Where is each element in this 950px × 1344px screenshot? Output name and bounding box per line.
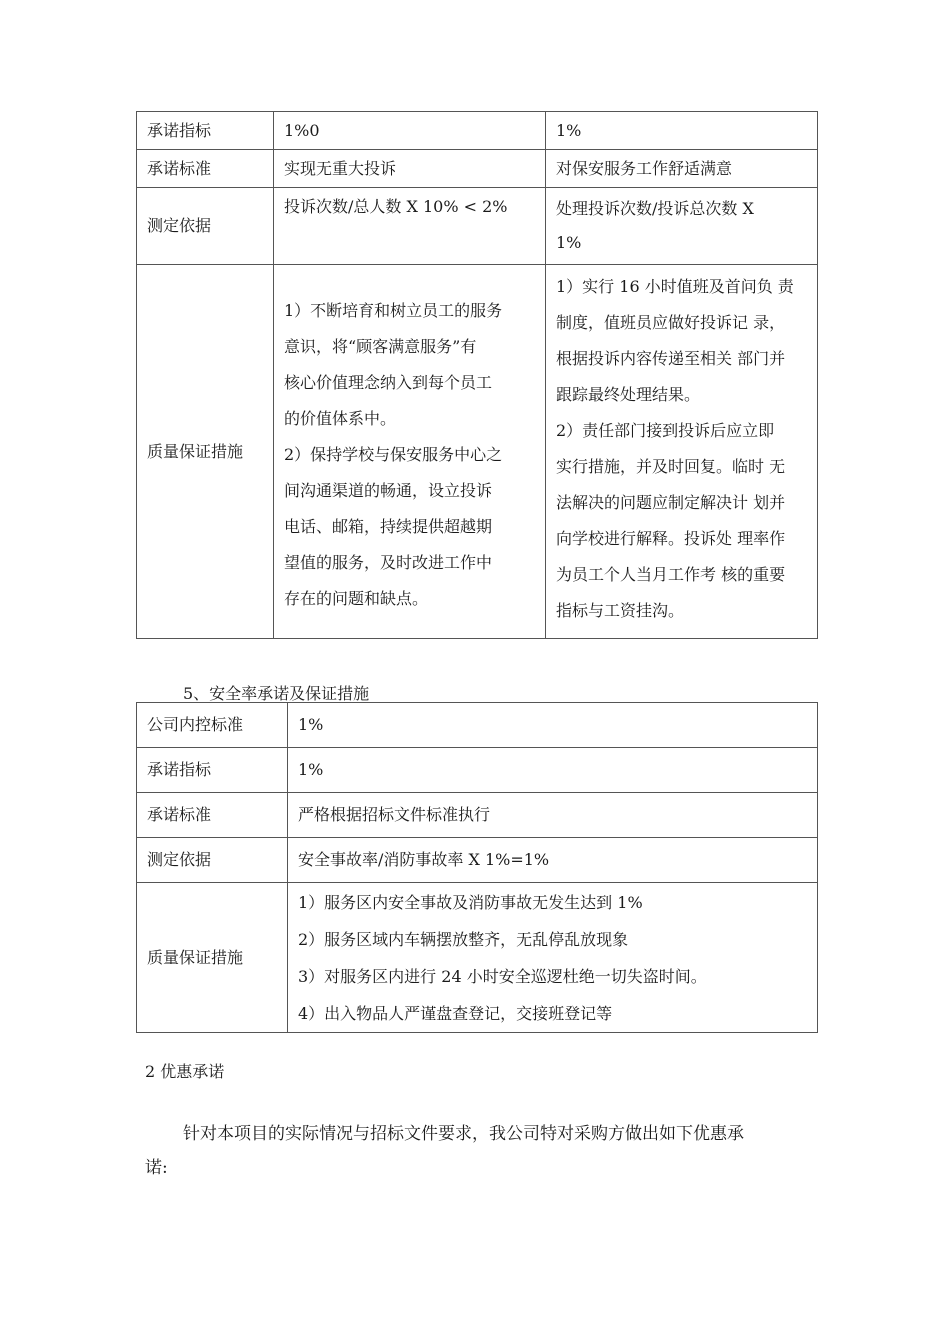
row-label: 质量保证措施 (137, 883, 288, 1033)
cell-value: 1% (546, 112, 818, 150)
safety-rate-table (136, 702, 818, 1033)
cell-line: 跟踪最终处理结果。 (556, 385, 701, 404)
cell-line: 实行措施，并及时回复。临时 无 (556, 457, 786, 476)
cell-line: 存在的问题和缺点。 (284, 589, 429, 608)
section-heading: 2 优惠承诺 (145, 1062, 225, 1081)
cell-value: 安全事故率/消防事故率 X 1%=1% (288, 838, 818, 883)
cell-line: 处理投诉次数/投诉总次数 X (556, 199, 754, 218)
cell-line: 3）对服务区内进行 24 小时安全巡逻杜绝一切失盗时间。 (298, 966, 707, 986)
cell-line: 制度，值班员应做好投诉记 录， (556, 313, 786, 332)
quality-measures (288, 883, 818, 1033)
row-label: 测定依据 (137, 838, 288, 883)
cell-line: 1）不断培育和树立员工的服务 (284, 301, 503, 320)
row-label: 承诺指标 (137, 112, 274, 150)
cell-value: 1%0 (274, 112, 546, 150)
cell-line: 核心价值理念纳入到每个员工 (284, 373, 493, 392)
cell-line: 电话、邮箱，持续提供超越期 (284, 517, 493, 536)
cell-line: 的价值体系中。 (284, 409, 397, 428)
row-label: 承诺标准 (137, 793, 288, 838)
cell-line: 根据投诉内容传递至相关 部门并 (556, 349, 786, 368)
table-row (137, 112, 818, 150)
quality-measures-col2 (546, 265, 818, 639)
table-row (137, 748, 818, 793)
customer-satisfaction-table (136, 111, 818, 639)
row-label: 公司内控标准 (137, 703, 288, 748)
row-label: 测定依据 (137, 188, 274, 265)
table-row (137, 703, 818, 748)
paragraph-line: 诺: (145, 1158, 168, 1178)
cell-value: 投诉次数/总人数 X 10% < 2% (274, 188, 546, 265)
cell-line: 1% (556, 233, 582, 252)
section-heading: 5、安全率承诺及保证措施 (183, 684, 370, 703)
table-row (137, 838, 818, 883)
row-label: 质量保证措施 (137, 265, 274, 639)
cell-line: 间沟通渠道的畅通，设立投诉 (284, 481, 493, 500)
paragraph-line: 针对本项目的实际情况与招标文件要求，我公司特对采购方做出如下优惠承 (183, 1124, 744, 1144)
body-paragraph (145, 1117, 825, 1185)
cell-line: 1）实行 16 小时值班及首问负 责 (556, 277, 794, 296)
cell-value: 严格根据招标文件标准执行 (288, 793, 818, 838)
cell-line: 2）保持学校与保安服务中心之 (284, 445, 503, 464)
cell-value: 对保安服务工作舒适满意 (546, 150, 818, 188)
cell-line: 意识，将“顾客满意服务”有 (284, 337, 477, 356)
cell-line: 望值的服务，及时改进工作中 (284, 553, 493, 572)
row-label: 承诺标准 (137, 150, 274, 188)
cell-line: 向学校进行解释。投诉处 理率作 (556, 529, 786, 548)
row-label: 承诺指标 (137, 748, 288, 793)
table-row (137, 265, 818, 639)
cell-value (546, 188, 818, 265)
cell-line: 2）责任部门接到投诉后应立即 (556, 421, 775, 440)
cell-line: 1）服务区内安全事故及消防事故无发生达到 1% (298, 892, 643, 912)
table-row (137, 883, 818, 1033)
cell-value: 1% (288, 703, 818, 748)
table-row (137, 188, 818, 265)
table-row (137, 150, 818, 188)
cell-value: 实现无重大投诉 (274, 150, 546, 188)
cell-value: 1% (288, 748, 818, 793)
cell-line: 2）服务区域内车辆摆放整齐，无乱停乱放现象 (298, 929, 629, 949)
table-row (137, 793, 818, 838)
quality-measures-col1 (274, 265, 546, 639)
cell-line: 法解决的问题应制定解决计 划并 (556, 493, 786, 512)
cell-line: 4）出入物品人严谨盘查登记，交接班登记等 (298, 1003, 613, 1023)
cell-line: 为员工个人当月工作考 核的重要 (556, 565, 786, 584)
cell-line: 指标与工资挂沟。 (556, 601, 685, 620)
